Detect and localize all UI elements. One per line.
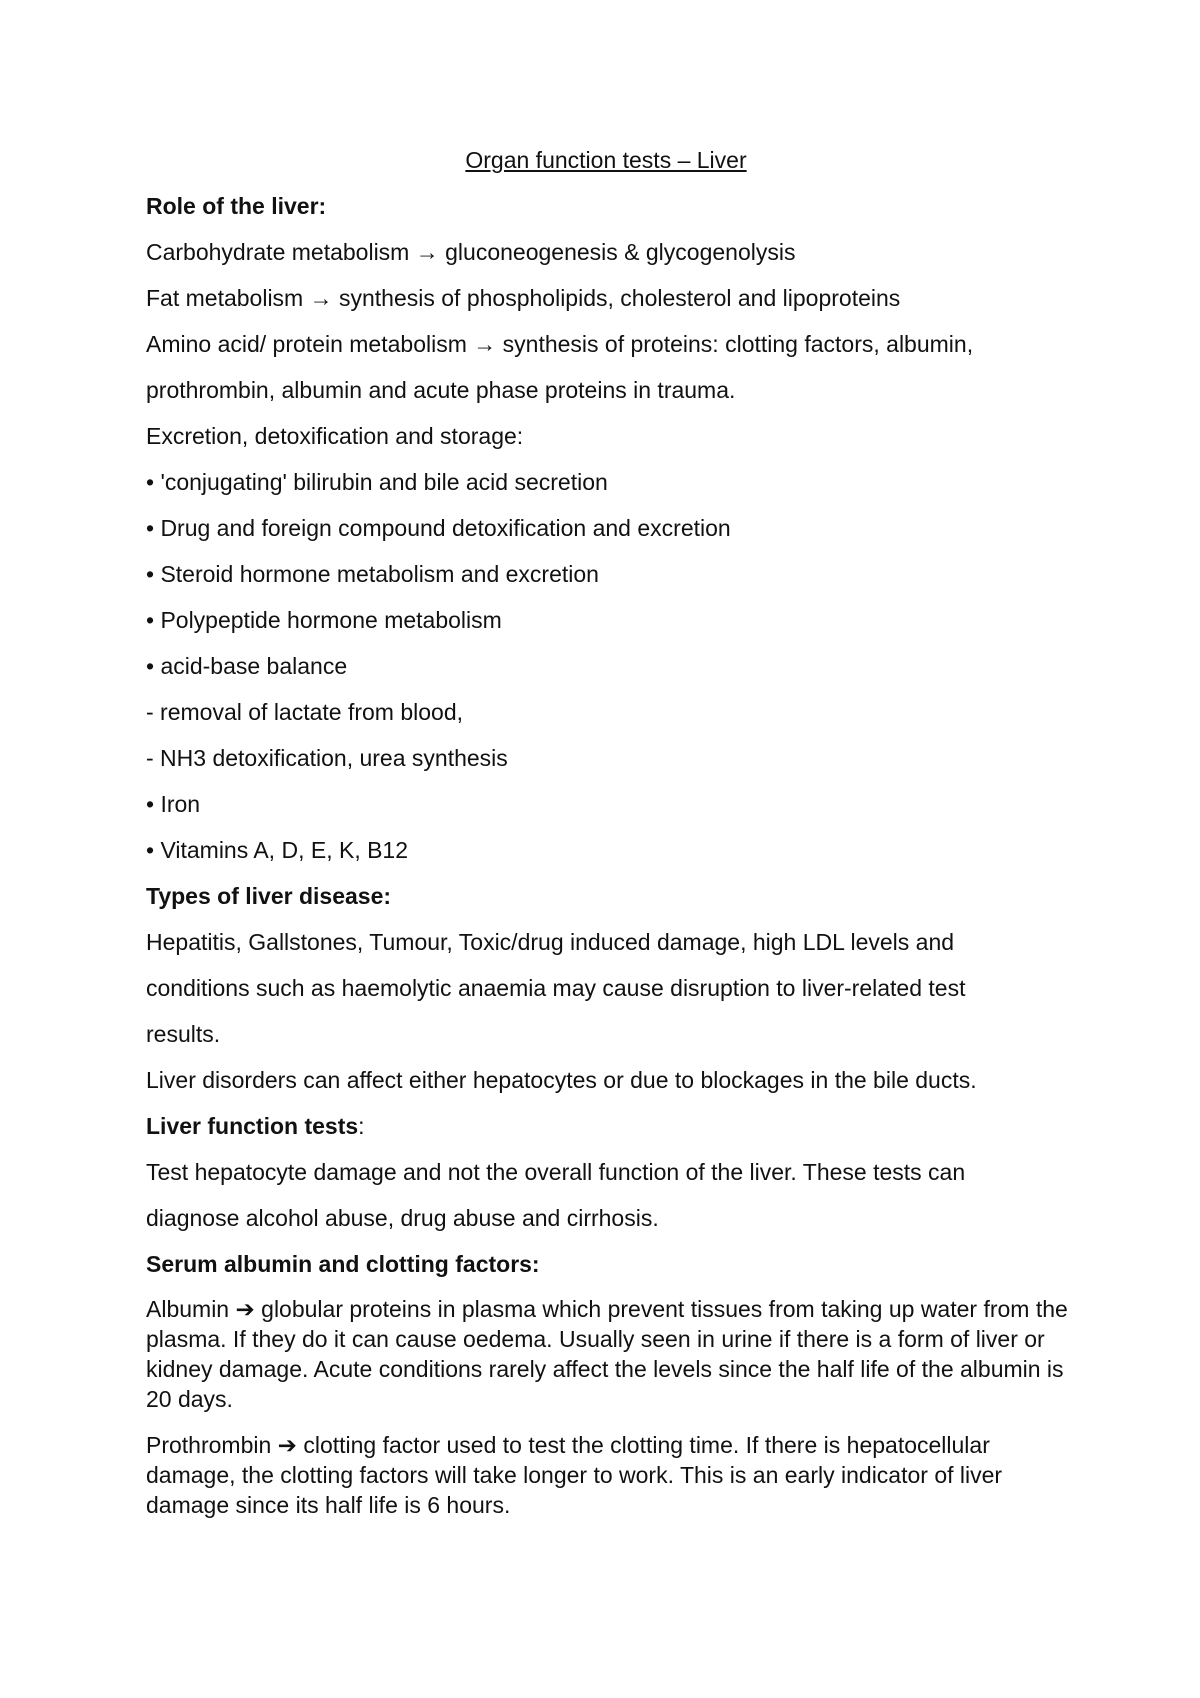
role-line-fat: Fat metabolism → synthesis of phospholipids, cholesterol and lipoproteins [146, 285, 901, 311]
role-bullet-vitamins: • Vitamins A, D, E, K, B12 [146, 837, 409, 863]
lft-heading: Liver function tests [146, 1113, 359, 1139]
role-line-carbohydrate: Carbohydrate metabolism → gluconeogenesis & glycogenolysis [146, 239, 796, 265]
role-line-amino-acid-cont: prothrombin, albumin and acute phase proteins in trauma. [146, 377, 736, 403]
lft-heading-colon: : [358, 1113, 365, 1139]
role-line-excretion: Excretion, detoxification and storage: [146, 423, 524, 449]
role-dash-nh3: - NH3 detoxification, urea synthesis [146, 745, 508, 771]
lft-line-1: Test hepatocyte damage and not the overall function of the liver. These tests can [146, 1159, 966, 1185]
role-bullet-polypeptide: • Polypeptide hormone metabolism [146, 607, 502, 633]
types-line-4: Liver disorders can affect either hepatocytes or due to blockages in the bile ducts. [146, 1067, 977, 1093]
lft-heading-row [146, 1111, 365, 1141]
lft-line-2: diagnose alcohol abuse, drug abuse and cirrhosis. [146, 1205, 659, 1231]
role-bullet-drug: • Drug and foreign compound detoxification and excretion [146, 515, 731, 541]
types-heading: Types of liver disease: [146, 883, 392, 909]
role-bullet-iron: • Iron [146, 791, 201, 817]
role-dash-lactate: - removal of lactate from blood, [146, 699, 464, 725]
document-title: Organ function tests – Liver [465, 147, 747, 173]
role-heading: Role of the liver: [146, 193, 327, 219]
albumin-paragraph: Albumin ➔ globular proteins in plasma which prevent tissues from taking up water from the plasma. If they do it can cause oedema. Usually seen in urine if there is a form of liver or kidney damage. Acute conditions rarely affect the levels since the half life of the albumin is 20 days. [146, 1296, 1068, 1412]
types-line-3: results. [146, 1021, 221, 1047]
role-line-amino-acid: Amino acid/ protein metabolism → synthesis of proteins: clotting factors, albumin, [146, 331, 974, 357]
prothrombin-paragraph: Prothrombin ➔ clotting factor used to test the clotting time. If there is hepatocellular damage, the clotting factors will take longer to work. This is an early indicator of liver damage since its half life is 6 hours. [146, 1432, 1003, 1518]
role-bullet-steroid: • Steroid hormone metabolism and excretion [146, 561, 599, 587]
role-bullet-bilirubin: • 'conjugating' bilirubin and bile acid secretion [146, 469, 608, 495]
serum-heading: Serum albumin and clotting factors: [146, 1251, 540, 1277]
role-bullet-acid-base: • acid-base balance [146, 653, 348, 679]
document-page [146, 0, 1076, 1698]
types-line-2: conditions such as haemolytic anaemia may cause disruption to liver-related test [146, 975, 966, 1001]
types-line-1: Hepatitis, Gallstones, Tumour, Toxic/drug induced damage, high LDL levels and [146, 929, 955, 955]
